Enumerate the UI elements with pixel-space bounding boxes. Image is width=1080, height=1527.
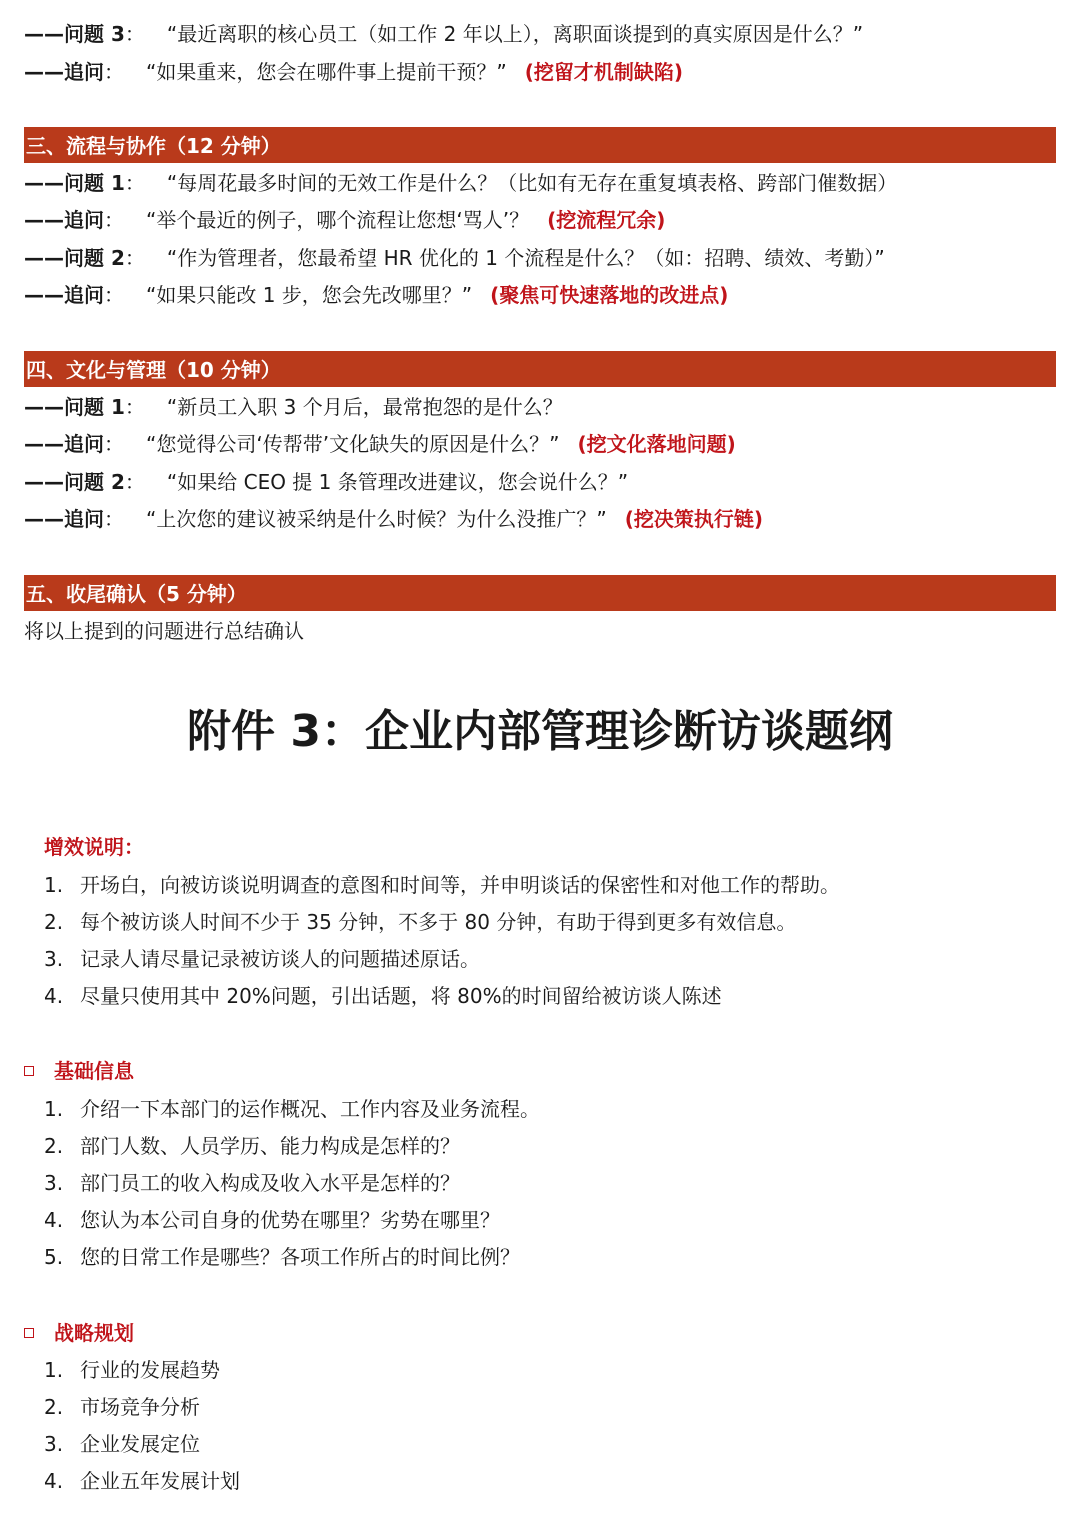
- list-item: [44, 1205, 500, 1235]
- list-item: [44, 1168, 460, 1198]
- section-header-culture: 四、文化与管理（10 分钟）: [24, 351, 1056, 387]
- colon: ：: [104, 432, 124, 456]
- section-strategy: [24, 1318, 134, 1348]
- closing-text: 将以上提到的问题进行总结确认: [24, 619, 304, 643]
- qa-note: (挖决策执行链): [624, 507, 764, 531]
- qa-text: “如果重来，您会在哪件事上提前干预？”: [146, 60, 507, 84]
- section-header-process: 三、流程与协作（12 分钟）: [24, 127, 1056, 163]
- list-text: 介绍一下本部门的运作概况、工作内容及业务流程。: [80, 1097, 540, 1121]
- list-item: [44, 1429, 200, 1459]
- qa-row: [24, 243, 885, 273]
- qa-note: (聚焦可快速落地的改进点): [490, 283, 729, 307]
- list-number: 3.: [44, 1432, 64, 1456]
- list-item: [44, 1242, 520, 1272]
- list-number: 3.: [44, 1171, 64, 1195]
- square-bullet-icon: [24, 1066, 34, 1076]
- dash: ——: [24, 283, 64, 307]
- list-item: [44, 1094, 540, 1124]
- dash: ——: [24, 432, 64, 456]
- colon: ：: [104, 60, 124, 84]
- qa-text: “上次您的建议被采纳是什么时候？为什么没推广？”: [146, 507, 607, 531]
- qa-note: (挖留才机制缺陷): [524, 60, 684, 84]
- qa-label: 追问: [64, 60, 104, 84]
- list-text: 企业五年发展计划: [80, 1469, 240, 1493]
- list-item: [44, 1131, 460, 1161]
- qa-label: 追问: [64, 507, 104, 531]
- qa-text: “新员工入职 3 个月后，最常抱怨的是什么？: [166, 395, 563, 419]
- list-item: [44, 981, 722, 1011]
- qa-label: 问题 3: [64, 22, 125, 46]
- colon: ：: [124, 22, 145, 46]
- dash: ——: [24, 171, 64, 195]
- list-text: 市场竞争分析: [80, 1395, 200, 1419]
- colon: ：: [104, 208, 124, 232]
- colon: ：: [104, 507, 124, 531]
- list-number: 5.: [44, 1245, 64, 1269]
- qa-text: “举个最近的例子，哪个流程让您想‘骂人’？: [146, 208, 530, 232]
- qa-text: “最近离职的核心员工（如工作 2 年以上），离职面谈提到的真实原因是什么？”: [166, 22, 864, 46]
- list-number: 1.: [44, 1358, 64, 1382]
- dash: ——: [24, 507, 64, 531]
- list-text: 每个被访谈人时间不少于 35 分钟，不多于 80 分钟，有助于得到更多有效信息。: [80, 910, 797, 934]
- list-text: 开场白，向被访谈说明调查的意图和时间等，并申明谈话的保密性和对他工作的帮助。: [80, 873, 840, 897]
- list-number: 4.: [44, 984, 64, 1008]
- appendix-title: 附件 3：企业内部管理诊断访谈题纲: [187, 706, 893, 757]
- colon: ：: [124, 395, 145, 419]
- section-label: 基础信息: [54, 1059, 134, 1083]
- dash: ——: [24, 395, 64, 419]
- list-item: [44, 1392, 200, 1422]
- qa-label: 问题 1: [64, 171, 125, 195]
- list-item: [44, 1355, 220, 1385]
- list-item: [44, 944, 480, 974]
- list-text: 行业的发展趋势: [80, 1358, 220, 1382]
- qa-row: [24, 168, 897, 198]
- qa-row: [24, 467, 628, 497]
- square-bullet-icon: [24, 1328, 34, 1338]
- dash: ——: [24, 470, 64, 494]
- qa-text: “您觉得公司‘传帮带’文化缺失的原因是什么？”: [146, 432, 560, 456]
- colon: ：: [124, 246, 145, 270]
- dash: ——: [24, 22, 64, 46]
- qa-note: (挖文化落地问题): [577, 432, 736, 456]
- effectiveness-title: 增效说明：: [44, 835, 144, 859]
- dash: ——: [24, 246, 64, 270]
- qa-text: “每周花最多时间的无效工作是什么？（比如有无存在重复填表格、跨部门催数据）: [166, 171, 898, 195]
- list-item: [44, 870, 840, 900]
- qa-label: 追问: [64, 208, 104, 232]
- colon: ：: [124, 470, 145, 494]
- qa-label: 问题 2: [64, 470, 125, 494]
- list-text: 您的日常工作是哪些？各项工作所占的时间比例？: [80, 1245, 520, 1269]
- list-number: 1.: [44, 873, 64, 897]
- qa-text: “作为管理者，您最希望 HR 优化的 1 个流程是什么？（如：招聘、绩效、考勤）”: [166, 246, 885, 270]
- section-basic-info: [24, 1056, 134, 1086]
- list-number: 2.: [44, 1395, 64, 1419]
- section-header-closing: 五、收尾确认（5 分钟）: [24, 575, 1056, 611]
- qa-row: [24, 429, 736, 459]
- list-item: [44, 907, 796, 937]
- list-number: 2.: [44, 910, 64, 934]
- list-number: 2.: [44, 1134, 64, 1158]
- list-number: 4.: [44, 1208, 64, 1232]
- list-text: 您认为本公司自身的优势在哪里？劣势在哪里？: [80, 1208, 500, 1232]
- qa-row: [24, 504, 763, 534]
- qa-text: “如果只能改 1 步，您会先改哪里？”: [146, 283, 473, 307]
- list-item: [44, 1466, 240, 1496]
- list-text: 企业发展定位: [80, 1432, 200, 1456]
- qa-label: 追问: [64, 283, 104, 307]
- qa-label: 问题 2: [64, 246, 125, 270]
- qa-row: [24, 280, 728, 310]
- dash: ——: [24, 208, 64, 232]
- list-text: 尽量只使用其中 20%问题，引出话题，将 80%的时间留给被访谈人陈述: [80, 984, 722, 1008]
- qa-note: (挖流程冗余): [547, 208, 666, 232]
- qa-row: [24, 205, 665, 235]
- list-number: 4.: [44, 1469, 64, 1493]
- qa-row: [24, 392, 563, 422]
- list-text: 部门员工的收入构成及收入水平是怎样的？: [80, 1171, 460, 1195]
- dash: ——: [24, 60, 64, 84]
- list-number: 3.: [44, 947, 64, 971]
- qa-label: 问题 1: [64, 395, 125, 419]
- qa-row: [24, 57, 683, 87]
- qa-text: “如果给 CEO 提 1 条管理改进建议，您会说什么？”: [166, 470, 629, 494]
- list-number: 1.: [44, 1097, 64, 1121]
- list-text: 记录人请尽量记录被访谈人的问题描述原话。: [80, 947, 480, 971]
- qa-label: 追问: [64, 432, 104, 456]
- qa-row: [24, 19, 863, 49]
- colon: ：: [124, 171, 145, 195]
- colon: ：: [104, 283, 124, 307]
- list-text: 部门人数、人员学历、能力构成是怎样的？: [80, 1134, 460, 1158]
- section-label: 战略规划: [54, 1321, 134, 1345]
